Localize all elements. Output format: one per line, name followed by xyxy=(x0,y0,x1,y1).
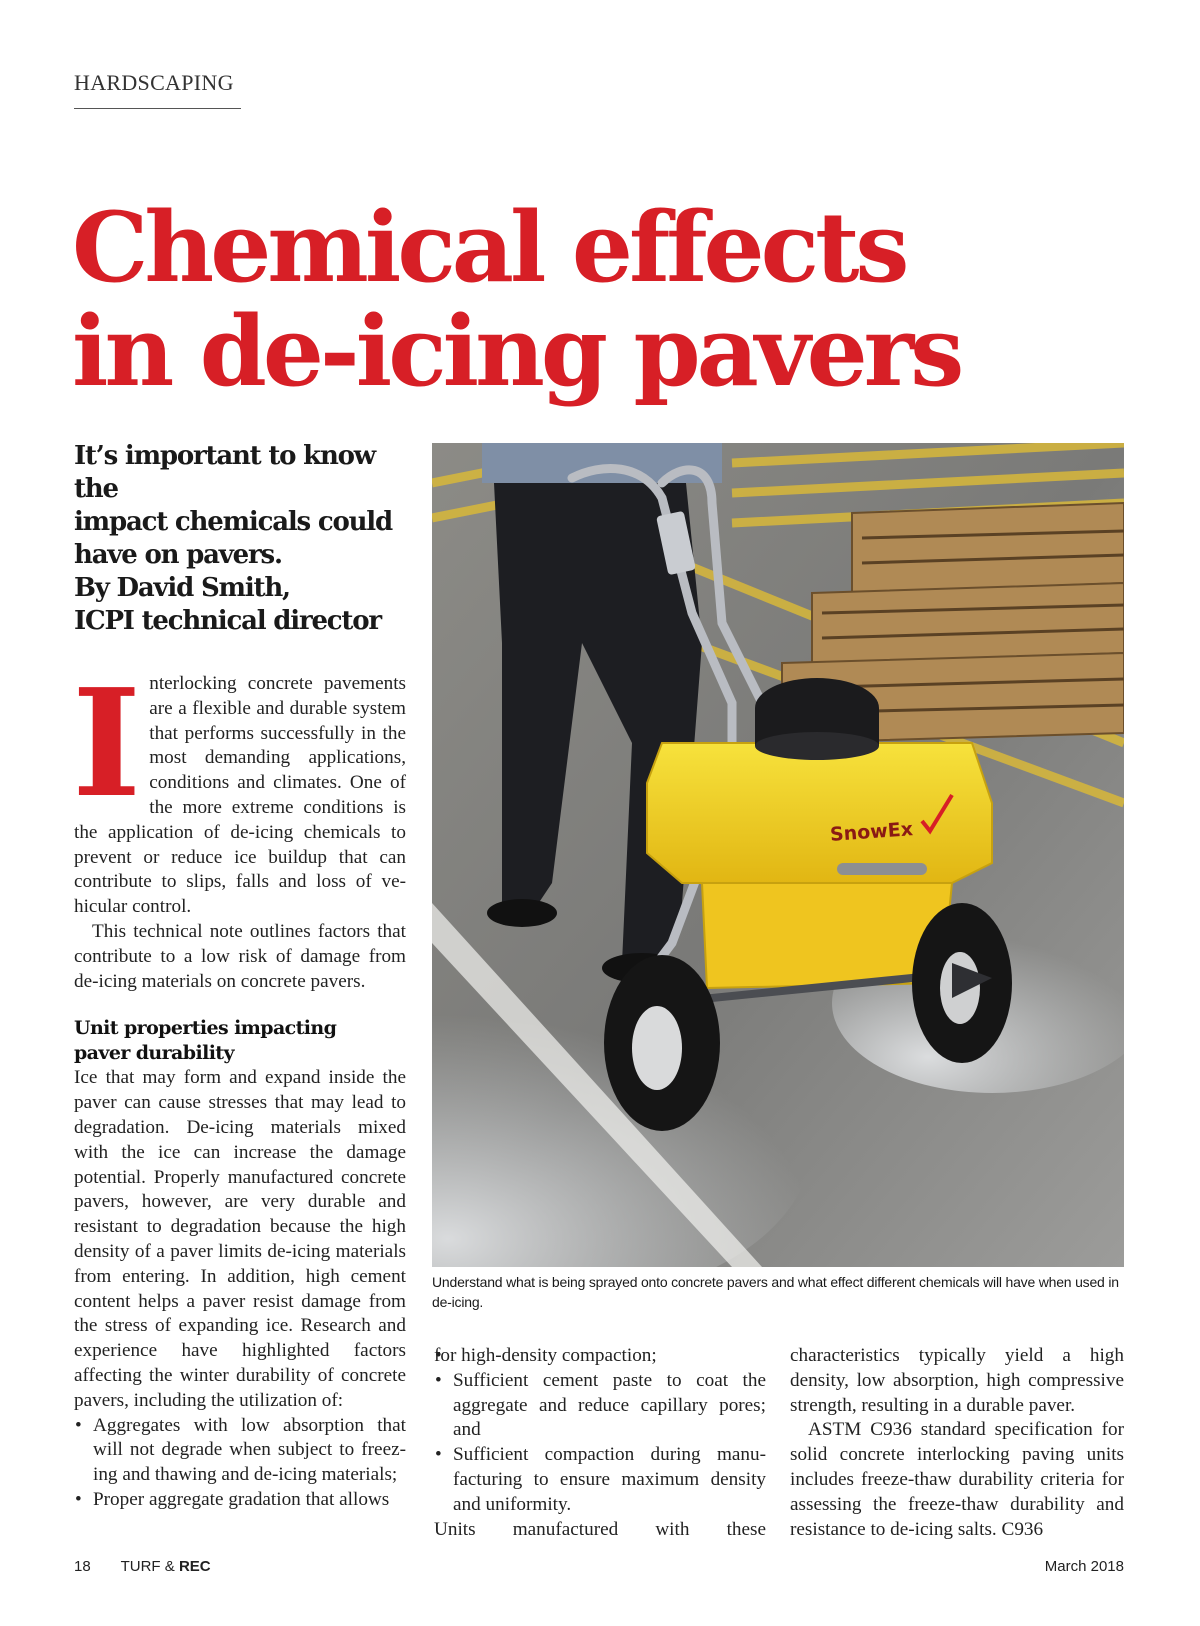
photo-caption: Understand what is being sprayed onto concrete pavers and what effect different chemicals will have when used in de-icing. xyxy=(432,1274,1119,1310)
paragraph-continuation: characteristics typically yield a high density, low absorption, high compressive strength, resulting in a durable paver. xyxy=(790,1345,1124,1416)
deck-line-3: have on pavers. xyxy=(74,540,282,570)
drop-cap: I xyxy=(72,656,142,830)
title-line-2: in de-icing pavers xyxy=(72,295,961,408)
body-column-3 xyxy=(790,1344,1124,1542)
page-number: 18 xyxy=(74,1558,91,1575)
paragraph-units: Units manufactured with these xyxy=(434,1518,766,1540)
spreader-photo-illustration xyxy=(432,443,1124,1267)
byline-name: By David Smith, xyxy=(74,573,290,603)
body-column-1 xyxy=(72,656,406,1513)
hopper-brand-label: SnowEx xyxy=(829,818,914,846)
subhead xyxy=(74,1016,406,1066)
issue-date: March 2018 xyxy=(1044,1558,1124,1575)
bullet-list-1 xyxy=(74,1414,406,1513)
paragraph-2: This technical note outlines factors that contribute to a low risk of damage from de-icing materials on concrete pavers. xyxy=(74,920,406,992)
byline-title: ICPI technical director xyxy=(74,606,381,636)
title-line-1: Chemical effects xyxy=(72,191,906,304)
subhead-line-2: paver durability xyxy=(74,1042,234,1065)
bullet-item: • Aggregates with low absorption that will not degrade when subject to freezing and thawing and de-icing materials; xyxy=(74,1414,406,1488)
bullet-item: • Sufficient compaction during manufacturing to ensure maximum density and uniformity. xyxy=(434,1443,766,1517)
bullet-continuation-text: for high-density compaction; xyxy=(434,1345,657,1366)
bullet-continuation xyxy=(434,1344,766,1369)
deck-line-2: impact chemicals could xyxy=(74,507,392,537)
article-deck xyxy=(74,440,424,638)
bullet-item: • Sufficient cement paste to coat the aggregate and reduce capillary pores; and xyxy=(434,1369,766,1443)
bullet-item: • Proper aggregate gradation that allows xyxy=(74,1488,406,1513)
article-photo xyxy=(432,443,1124,1267)
body-column-2 xyxy=(434,1344,766,1542)
intro-paragraph xyxy=(72,656,406,920)
footer-left xyxy=(74,1558,211,1575)
section-rule xyxy=(74,108,241,109)
article-title xyxy=(72,191,1132,408)
deck-line-1: It’s important to know the xyxy=(74,441,375,504)
intro-text: nterlocking concrete pavements are a flexible and durable system that performs successfully in the most demanding applications, conditions and climates. One of the more extreme conditions is the application of de-icing chemicals to prevent or reduce ice buildup that can contribute to slips, falls and loss of vehicular control. xyxy=(74,673,406,918)
publication-name-bold: REC xyxy=(178,1558,211,1575)
bullet-list-2 xyxy=(434,1344,766,1518)
subhead-line-1: Unit properties impacting xyxy=(74,1017,337,1040)
section-label: HARDSCAPING xyxy=(74,70,234,95)
paragraph-astm: ASTM C936 standard specification for solid concrete interlocking paving units includes freeze-thaw durability criteria for assessing the freeze-thaw durability and resistance to de-icing salts. C936 xyxy=(790,1419,1124,1540)
publication-name: TURF & xyxy=(120,1558,175,1575)
paragraph-3: Ice that may form and expand inside the paver can cause stresses that may lead to degradation. De-icing materials mixed with the ice can increase the damage potential. Properly manufactured concrete pavers, however, are very durable and resistant to degradation because the high density of a paver limits de-icing materials from entering. In addition, high cement content helps a paver resist damage from the stress of expanding ice. Research and experience have highlighted factors affecting the winter durability of concrete pavers, including the utilization of: xyxy=(74,1067,406,1411)
